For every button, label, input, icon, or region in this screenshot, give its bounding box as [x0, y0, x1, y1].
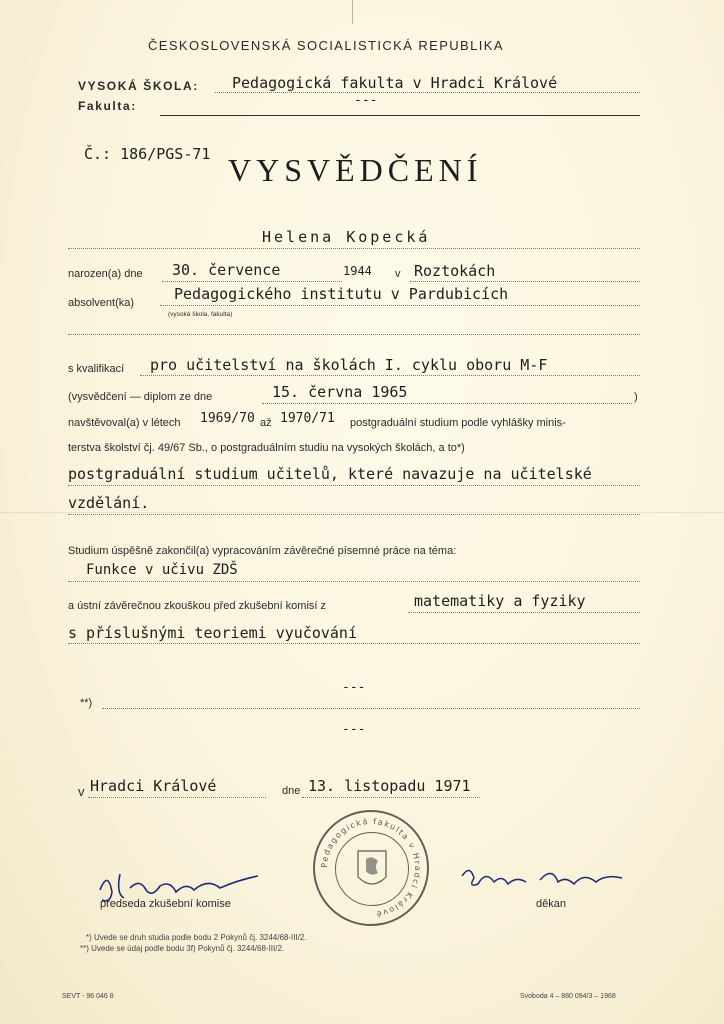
decree-line: terstva školství čj. 49/67 Sb., o postgraduálním studiu na vysokých školách, a to*) [68, 442, 465, 454]
dean-label: děkan [536, 898, 566, 910]
extra-dash-1: --- [342, 680, 366, 695]
diploma-date: 15. června 1965 [272, 383, 408, 401]
year-from: 1969/70 [200, 411, 255, 426]
study-type-dotted-1 [68, 485, 640, 486]
issue-place-dotted [88, 797, 266, 798]
issue-date-dotted [302, 797, 480, 798]
exam-prefix: a ústní závěrečnou zkouškou před zkušební komisí z [68, 600, 327, 612]
svg-text:Pedagogická fakulta v Hradci K: Pedagogická fakulta v Hradci Králové [319, 816, 423, 919]
born-day: 30. července [172, 261, 281, 279]
born-place: Roztokách [414, 262, 496, 280]
born-day-dotted [162, 281, 342, 282]
graduate-note: (vysoká škola, fakulta) [168, 311, 233, 318]
footnote-1: *) Uvede se druh studia podle bodu 2 Pokynů čj. 3244/68-III/2. [86, 933, 307, 942]
extra-mark: **) [80, 697, 93, 709]
school-dotted-line [215, 92, 640, 93]
extra-dotted [102, 708, 640, 709]
graduate-label: absolvent(ka) [68, 297, 135, 309]
born-place-dotted [410, 281, 640, 282]
footer-left: SEVT - 96 046 8 [62, 993, 114, 1000]
diploma-prefix: (vysvědčení — diplom ze dne [68, 391, 213, 403]
issue-place: Hradci Králové [90, 777, 217, 795]
exam-subject-1: matematiky a fyziky [414, 592, 586, 610]
study-type-dotted-2 [68, 514, 640, 515]
born-year: 1944 [343, 264, 372, 278]
diploma-dotted [262, 403, 632, 404]
document-title: VYSVĚDČENÍ [228, 152, 483, 188]
thesis-intro: Studium úspěšně zakončil(a) vypracováním závěrečné písemné práce na téma: [68, 545, 457, 557]
dean-signature [456, 856, 636, 900]
attended-prefix: navštěvoval(a) v létech [68, 417, 181, 429]
school-label: VYSOKÁ ŠKOLA: [78, 79, 199, 93]
document-number: Č.: 186/PGS-71 [84, 145, 211, 163]
round-stamp [313, 810, 429, 926]
header-rule [160, 115, 640, 116]
qualification-value: pro učitelství na školách I. cyklu oboru M-F [150, 356, 548, 374]
qualification-label: s kvalifikací [68, 363, 125, 375]
exam-subject-dotted-1 [408, 612, 640, 613]
fold-crease [352, 0, 353, 24]
name-dotted-line [68, 248, 640, 249]
extra-dash-2: --- [342, 722, 366, 737]
study-type-line1: postgraduální studium učitelů, které navazuje na učitelské [68, 465, 592, 483]
school-value: Pedagogická fakulta v Hradci Králové [232, 74, 558, 92]
born-place-label: v [395, 268, 401, 280]
thesis-topic: Funkce v učivu ZDŠ [86, 562, 238, 578]
stamp-ring-text-icon [315, 812, 427, 924]
study-type-line2: vzdělání. [68, 494, 150, 512]
blank-dotted-1 [68, 334, 640, 335]
holder-name: Helena Kopecká [262, 228, 431, 246]
exam-subject-2: s příslušnými teoriemi vyučování [68, 624, 357, 642]
issue-date-label: dne [282, 785, 301, 797]
year-to: 1970/71 [280, 411, 335, 426]
to-word: až [260, 417, 272, 429]
qualification-dotted [140, 375, 640, 376]
faculty-label: Fakulta: [78, 99, 137, 113]
faculty-value: --- [354, 93, 378, 108]
born-label: narozen(a) dne [68, 268, 143, 280]
footnote-2: **) Uvede se údaj podle bodu 3f) Pokynů čj. 3244/68-III/2. [80, 944, 285, 953]
diploma-suffix: ) [634, 391, 638, 403]
graduate-dotted [160, 305, 640, 306]
place-v-label: v [78, 784, 85, 799]
footer-right: Svoboda 4 – 880 094/3 – 1968 [520, 993, 616, 1000]
issue-date: 13. listopadu 1971 [308, 777, 471, 795]
graduate-value: Pedagogického institutu v Pardubicích [174, 285, 509, 303]
attended-suffix: postgraduální studium podle vyhlášky minis- [350, 417, 566, 429]
exam-subject-dotted-2 [68, 643, 640, 644]
thesis-topic-dotted [68, 581, 640, 582]
fold-line [0, 512, 724, 513]
state-header: ČESKOSLOVENSKÁ SOCIALISTICKÁ REPUBLIKA [148, 38, 504, 53]
chairman-label: předseda zkušební komise [100, 898, 231, 910]
